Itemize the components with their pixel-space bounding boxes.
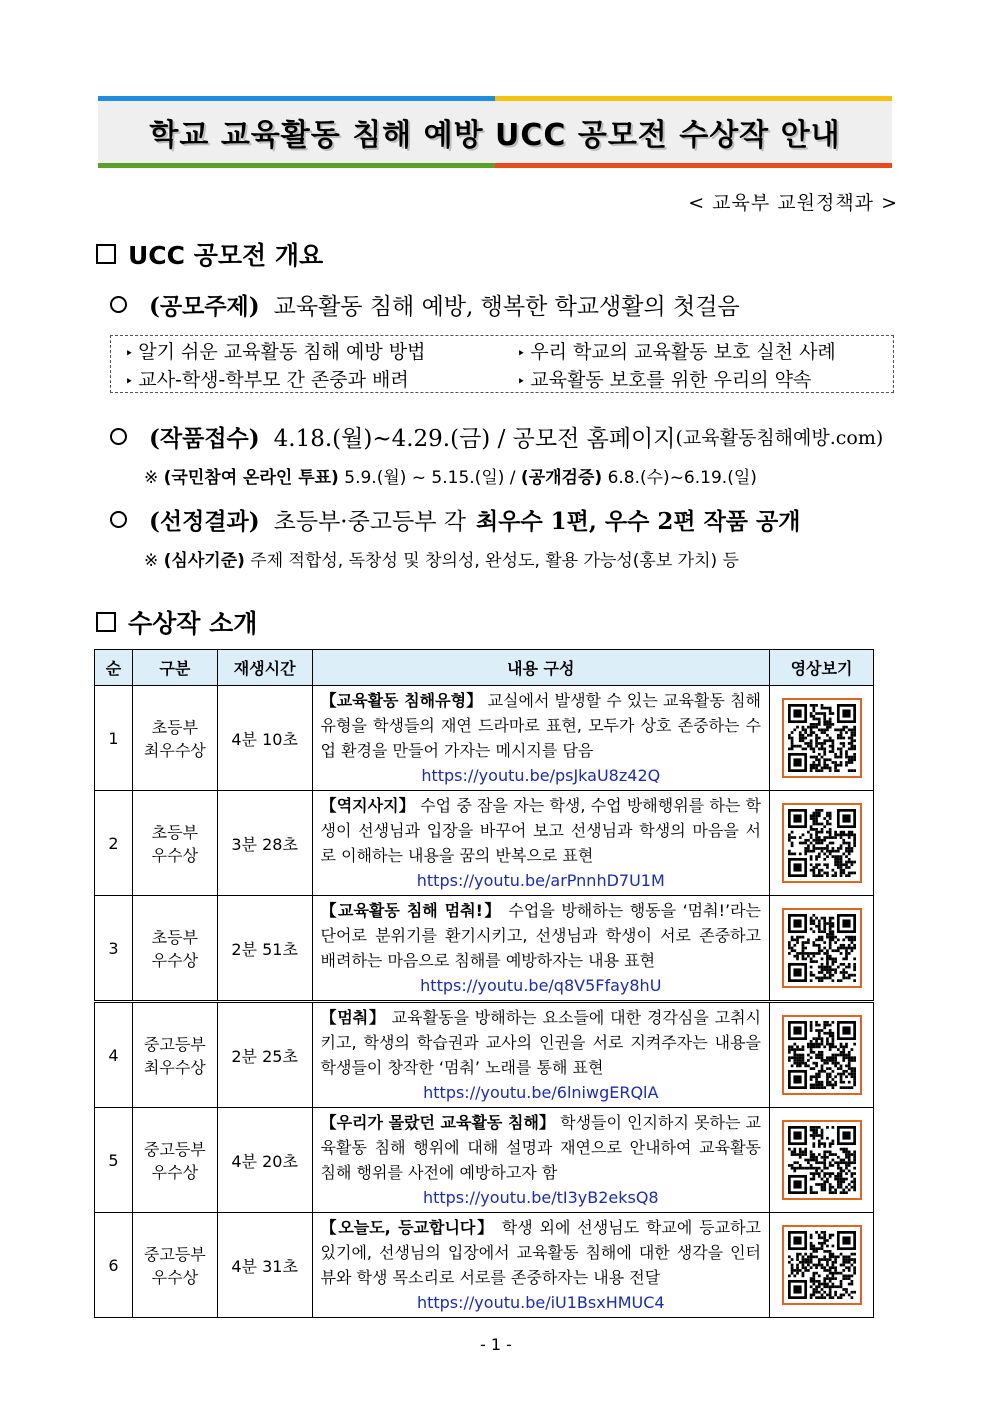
table-row	[95, 1108, 874, 1213]
category-division: 초등부	[151, 823, 199, 842]
video-link[interactable]: https://youtu.be/arPnnhD7U1M	[416, 871, 665, 890]
verify-period: 6.8.(수)~6.19.(일)	[607, 468, 757, 488]
row-time: 4분 31초	[217, 1213, 312, 1318]
verify-label: (공개검증)	[520, 468, 603, 488]
row-content	[312, 896, 769, 1002]
row-video	[770, 1108, 874, 1213]
category-award: 최우수상	[143, 741, 206, 760]
row-content	[312, 791, 769, 896]
topic-item: ‣ 알기 쉬운 교육활동 침해 예방 방법	[125, 337, 425, 364]
content-description: 수업을 방해하는 행동을 ‘멈춰!’라는 단어로 분위기를 환기시키고, 선생님과 학생이 서로 존중하고 배려하는 마음으로 침해를 예방하자는 내용 표현	[320, 901, 762, 970]
subject-label: (공모주제)	[149, 293, 260, 320]
content-title: 【교육활동 침해 멈춰!】	[320, 901, 502, 920]
content-description: 교실에서 발생할 수 있는 교육활동 침해 유형을 학생들의 재연 드라마로 표현, 모두가 상호 존중하는 수업 환경을 만들어 가자는 메시지를 담음	[320, 691, 762, 760]
page-number: - 1 -	[480, 1335, 512, 1354]
section-heading-awards	[96, 604, 257, 640]
section-heading-text: 수상작 소개	[128, 609, 258, 638]
checkbox-square-icon	[96, 612, 116, 632]
content-description: 수업 중 잠을 자는 학생, 수업 방해행위를 하는 학생이 선생님과 입장을 바꾸어 보고 선생님과 학생의 마음을 서로 이해하는 내용을 꿈의 반복으로 표현	[320, 796, 762, 865]
qr-code-icon[interactable]	[782, 908, 862, 988]
table-row	[95, 1213, 874, 1318]
content-description: 학생들이 인지하지 못하는 교육활동 침해 행위에 대해 설명과 재연으로 안내하여 교육활동 침해 행위를 사전에 예방하고자 함	[320, 1113, 762, 1182]
content-title: 【우리가 몰랐던 교육활동 침해】	[320, 1113, 556, 1132]
table-row	[95, 686, 874, 791]
content-title: 【교육활동 침해유형】	[320, 691, 483, 710]
row-number: 3	[95, 896, 133, 1002]
row-number: 2	[95, 791, 133, 896]
awards-table	[94, 649, 874, 1318]
row-number: 5	[95, 1108, 133, 1213]
checkbox-square-icon	[96, 244, 116, 264]
vote-label: (국민참여 온라인 투표)	[163, 468, 339, 488]
category-division: 초등부	[151, 928, 199, 947]
row-video	[770, 791, 874, 896]
row-category	[132, 791, 217, 896]
submission-item	[110, 420, 883, 453]
category-award: 우수상	[151, 1268, 199, 1287]
category-division: 초등부	[151, 718, 199, 737]
section-heading-text: UCC 공모전 개요	[128, 241, 324, 270]
title-bottom-bar-red	[495, 163, 892, 168]
row-content	[312, 1002, 769, 1108]
row-number: 4	[95, 1002, 133, 1108]
content-description: 교육활동을 방해하는 요소들에 대한 경각심을 고취시키고, 학생의 학습권과 교사의 인권을 서로 지켜주자는 내용을 학생들이 창작한 ‘멈춰’ 노래를 통해 표현	[320, 1008, 762, 1077]
category-award: 최우수상	[143, 1058, 206, 1077]
header-no: 순	[95, 650, 133, 686]
video-link[interactable]: https://youtu.be/iU1BsxHMUC4	[416, 1293, 665, 1312]
category-division: 중고등부	[143, 1035, 206, 1054]
topic-item: ‣ 교육활동 보호를 위한 우리의 약속	[517, 365, 811, 392]
topic-item: ‣ 우리 학교의 교육활동 보호 실천 사례	[517, 337, 836, 364]
table-row	[95, 1002, 874, 1108]
category-award: 우수상	[151, 951, 199, 970]
row-time: 2분 51초	[217, 896, 312, 1002]
qr-code-icon[interactable]	[782, 803, 862, 883]
table-row	[95, 896, 874, 1002]
row-video	[770, 1002, 874, 1108]
result-item	[110, 503, 800, 536]
section-heading-overview	[96, 236, 323, 272]
department-label: < 교육부 교원정책과 >	[688, 192, 898, 214]
criteria-note	[144, 546, 739, 571]
circle-bullet-icon	[110, 296, 127, 313]
title-background	[98, 101, 892, 163]
video-link[interactable]: https://youtu.be/6lniwgERQlA	[423, 1083, 659, 1102]
video-link[interactable]: https://youtu.be/tI3yB2eksQ8	[422, 1188, 659, 1207]
row-time: 4분 10초	[217, 686, 312, 791]
circle-bullet-icon	[110, 428, 127, 445]
header-time: 재생시간	[217, 650, 312, 686]
title-banner	[98, 96, 892, 168]
note-mark: ※	[144, 551, 159, 571]
content-description: 학생 외에 선생님도 학교에 등교하고 있기에, 선생님의 입장에서 교육활동 침해에 대한 생각을 인터뷰와 학생 목소리로 서로를 존중하자는 내용 전달	[320, 1218, 762, 1287]
row-video	[770, 896, 874, 1002]
result-text: 초등부·중고등부 각	[273, 509, 467, 535]
result-bold: 최우수 1편, 우수 2편 작품 공개	[476, 508, 801, 535]
row-time: 4분 20초	[217, 1108, 312, 1213]
vote-period: 5.9.(월) ~ 5.15.(일) /	[344, 468, 516, 488]
row-content	[312, 1213, 769, 1318]
criteria-text: 주제 적합성, 독창성 및 창의성, 완성도, 활용 가능성(홍보 가치) 등	[250, 551, 739, 571]
row-time: 2분 25초	[217, 1002, 312, 1108]
row-category	[132, 686, 217, 791]
submission-note	[144, 463, 757, 488]
row-number: 6	[95, 1213, 133, 1318]
category-award: 우수상	[151, 1163, 199, 1182]
category-division: 중고등부	[143, 1245, 206, 1264]
title-bottom-bar-green	[98, 163, 495, 168]
criteria-label: (심사기준)	[163, 551, 245, 571]
row-category	[132, 1108, 217, 1213]
content-title: 【오늘도, 등교합니다】	[320, 1218, 495, 1237]
row-video	[770, 1213, 874, 1318]
content-title: 【멈춰】	[320, 1008, 386, 1027]
table-row	[95, 791, 874, 896]
subject-text: 교육활동 침해 예방, 행복한 학교생활의 첫걸음	[273, 294, 740, 320]
row-video	[770, 686, 874, 791]
row-category	[132, 1213, 217, 1318]
submission-site: (교육활동침해예방.com)	[675, 427, 884, 449]
header-content: 내용 구성	[312, 650, 769, 686]
result-label: (선정결과)	[149, 508, 260, 535]
content-title: 【역지사지】	[320, 796, 415, 815]
row-category	[132, 896, 217, 1002]
category-award: 우수상	[151, 846, 199, 865]
submission-text: 4.18.(월)~4.29.(금) / 공모전 홈페이지	[273, 426, 676, 452]
header-category: 구분	[132, 650, 217, 686]
submission-label: (작품접수)	[149, 425, 260, 452]
qr-code-icon[interactable]	[782, 698, 862, 778]
video-link[interactable]: https://youtu.be/psJkaU8z42Q	[421, 766, 661, 785]
qr-code-icon[interactable]	[782, 1015, 862, 1095]
qr-code-icon[interactable]	[782, 1225, 862, 1305]
subject-item	[110, 288, 740, 321]
topic-box	[110, 335, 894, 393]
header-video: 영상보기	[770, 650, 874, 686]
row-time: 3분 28초	[217, 791, 312, 896]
row-content	[312, 1108, 769, 1213]
row-category	[132, 1002, 217, 1108]
topic-item: ‣ 교사-학생-학부모 간 존중과 배려	[125, 365, 409, 392]
row-number: 1	[95, 686, 133, 791]
note-mark: ※	[144, 468, 159, 488]
circle-bullet-icon	[110, 511, 127, 528]
row-content	[312, 686, 769, 791]
page-title: 학교 교육활동 침해 예방 UCC 공모전 수상작 안내	[149, 118, 841, 153]
category-division: 중고등부	[143, 1140, 206, 1159]
qr-code-icon[interactable]	[782, 1120, 862, 1200]
table-header-row	[95, 650, 874, 686]
video-link[interactable]: https://youtu.be/q8V5Ffay8hU	[420, 976, 662, 995]
